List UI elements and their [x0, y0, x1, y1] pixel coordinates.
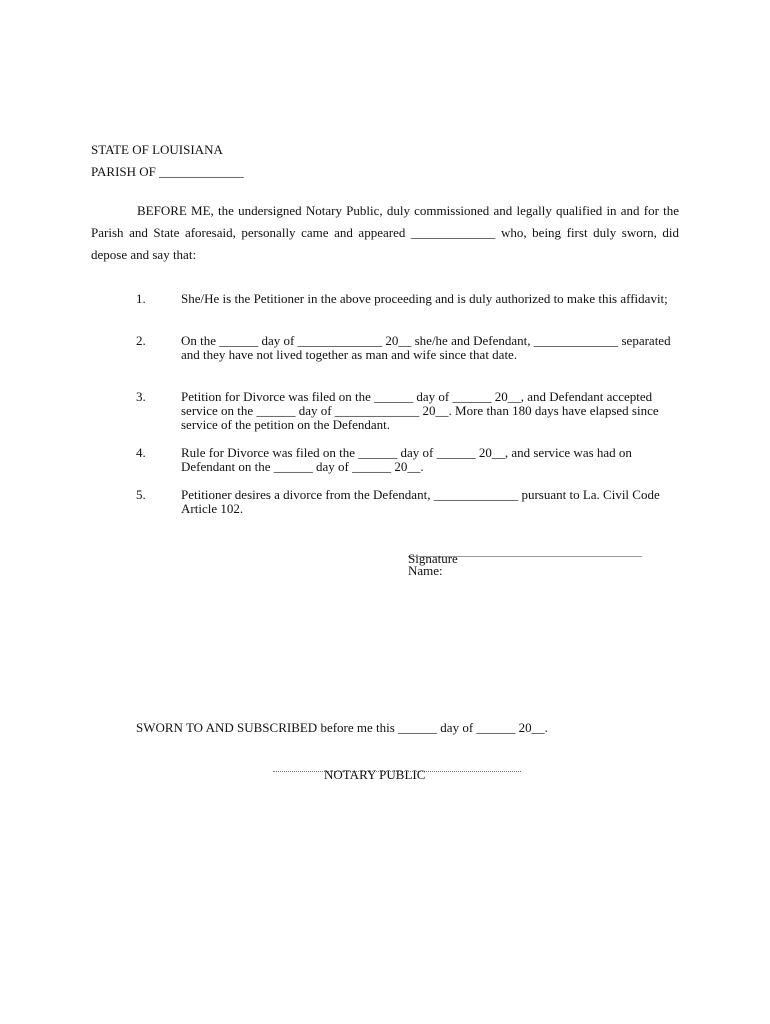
intro-text: BEFORE ME, the undersigned Notary Public, duly commissioned and legally qualified in and for the Parish and State aforesaid, personally came and appeared _____________ who, being first duly sworn, did depose and say that:	[91, 203, 679, 262]
item-text: On the ______ day of _____________ 20__ she/he and Defendant, _____________ separated and they have not lived together as man and wife since that date.	[181, 333, 671, 362]
item-text: Rule for Divorce was filed on the ______ day of ______ 20__, and service was had on Defendant on the ______ day of ______ 20__.	[181, 445, 632, 474]
signature-block	[408, 553, 458, 577]
intro-paragraph	[91, 200, 679, 266]
notary-label: NOTARY PUBLIC	[324, 767, 426, 782]
item-number: 3.	[136, 389, 146, 404]
item-number: 2.	[136, 333, 146, 348]
item-number: 5.	[136, 487, 146, 502]
item-text: Petition for Divorce was filed on the ______ day of ______ 20__, and Defendant accepted service on the ______ day of _____________ 20__. More than 180 days have elapsed since service of the petition on the Defendant.	[181, 389, 659, 432]
item-text: She/He is the Petitioner in the above proceeding and is duly authorized to make this affidavit;	[181, 291, 668, 306]
sworn-statement: SWORN TO AND SUBSCRIBED before me this ______ day of ______ 20__.	[136, 720, 548, 735]
signature-label: Signature	[408, 551, 458, 566]
item-number: 1.	[136, 291, 146, 306]
state-heading: STATE OF LOUISIANA	[91, 142, 223, 157]
item-text: Petitioner desires a divorce from the Defendant, _____________ pursuant to La. Civil Code Article 102.	[181, 487, 660, 516]
name-label: Name:	[408, 563, 443, 578]
parish-heading: PARISH OF _____________	[91, 164, 244, 179]
item-number: 4.	[136, 445, 146, 460]
